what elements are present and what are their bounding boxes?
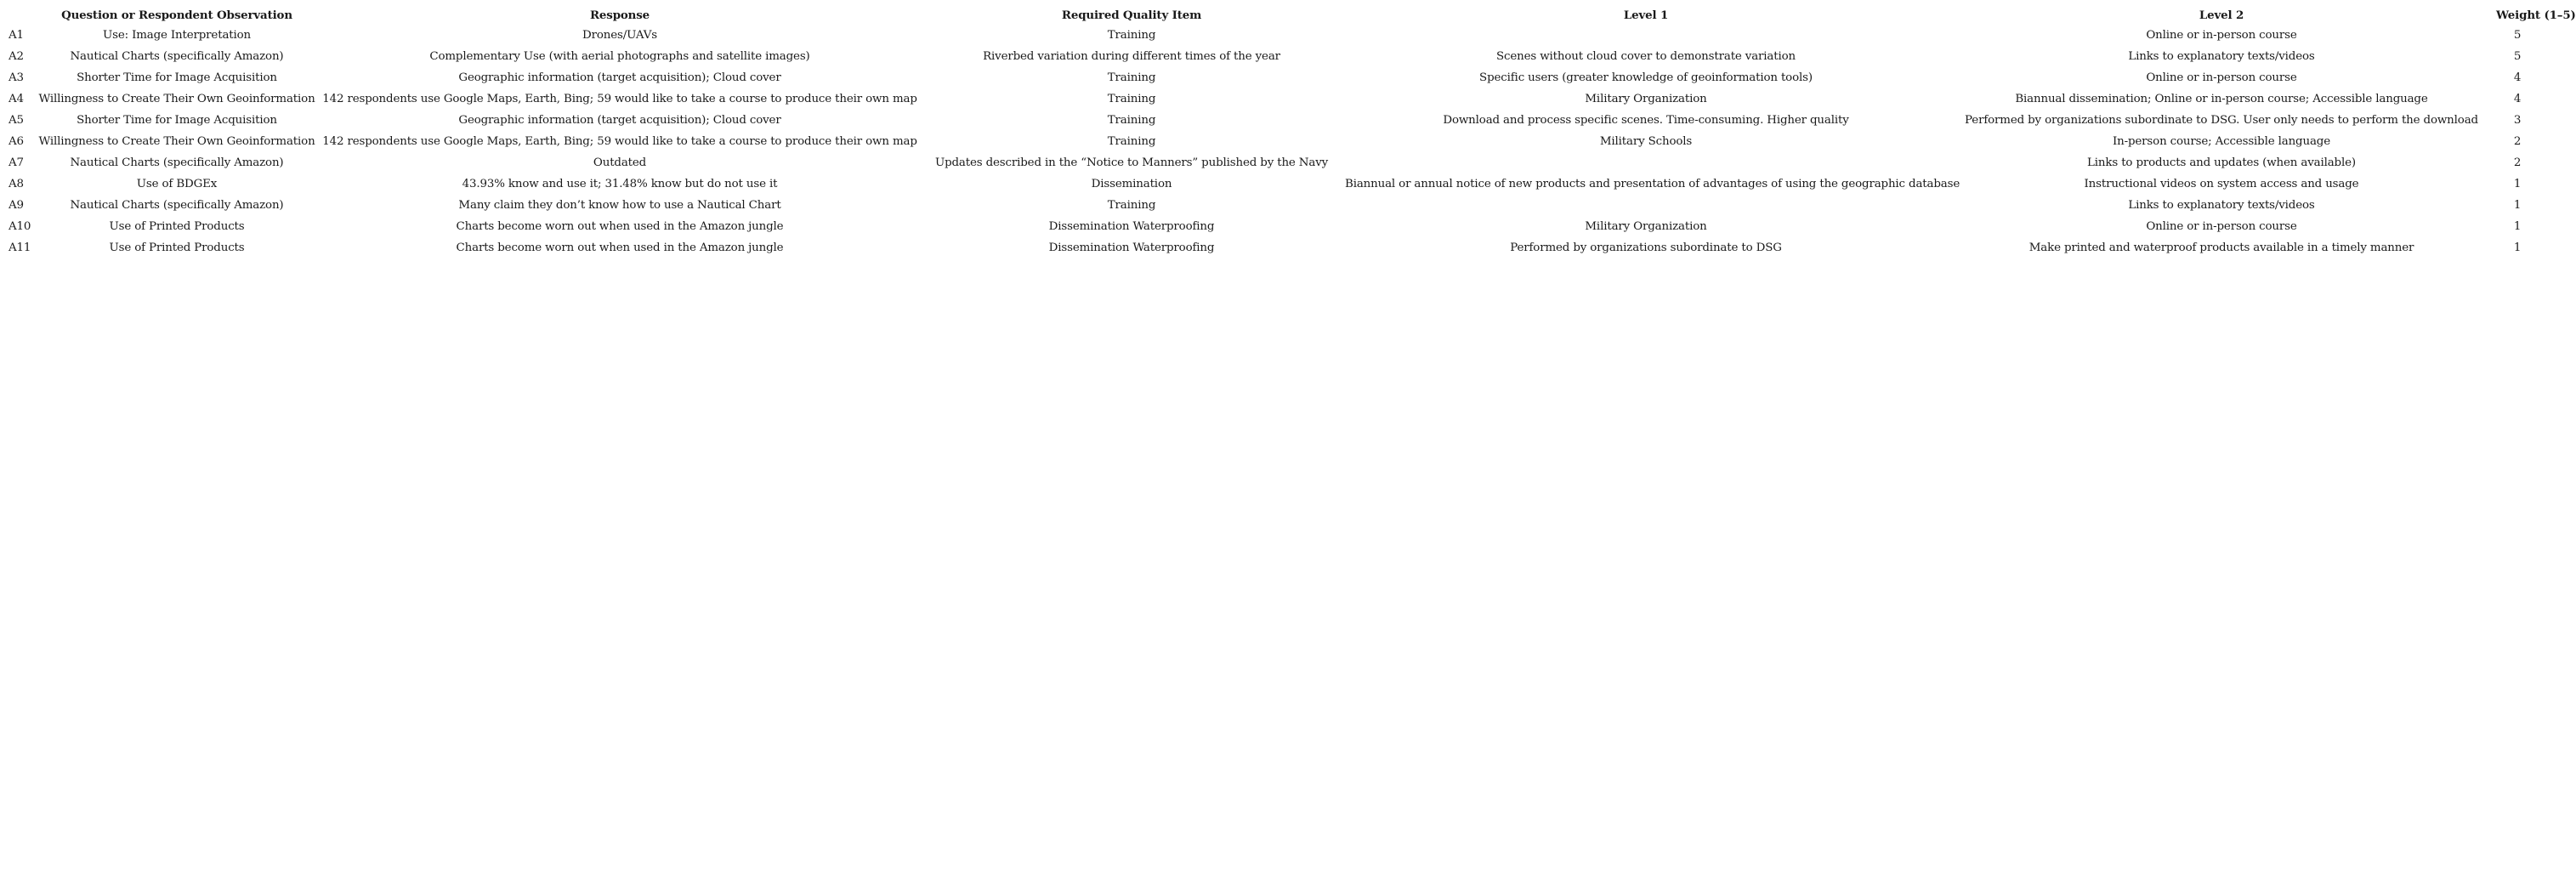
- weight-cell: 4: [2513, 93, 2522, 105]
- level1-cell: [1343, 195, 1949, 216]
- weight-cell: 1: [2513, 241, 2522, 254]
- row-id: A10: [9, 220, 31, 233]
- table-row: [3, 46, 2540, 67]
- level1-cell: Specific users (greater knowledge of geoinformation tools): [1479, 71, 1813, 84]
- question-cell: Shorter Time for Image Acquisition: [77, 71, 277, 84]
- row-id: A2: [9, 50, 24, 63]
- weight-cell: 2: [2513, 156, 2522, 169]
- quality-item-cell: Training: [1107, 29, 1156, 42]
- table-row: [3, 237, 2540, 258]
- level1-cell: Military Organization: [1585, 93, 1707, 105]
- level1-cell: Scenes without cloud cover to demonstrate variation: [1495, 50, 1796, 63]
- row-id: A8: [9, 178, 24, 190]
- response-cell: 142 respondents use Google Maps, Earth, Bing; 59 would like to take a course to produce their own map: [322, 93, 917, 105]
- quality-item-cell: Dissemination: [1091, 178, 1172, 190]
- weight-cell: 2: [2513, 135, 2522, 148]
- response-cell: Outdated: [593, 156, 647, 169]
- question-cell: Nautical Charts (specifically Amazon): [70, 199, 284, 212]
- quality-requirements-table-container: [3, 5, 2576, 258]
- weight-cell: 4: [2513, 71, 2522, 84]
- weight-cell: 1: [2513, 199, 2522, 212]
- level2-cell: Links to explanatory texts/videos: [2128, 199, 2315, 212]
- response-cell: Charts become worn out when used in the Amazon jungle: [456, 241, 784, 254]
- level2-cell: Instructional videos on system access and usage: [2084, 178, 2359, 190]
- level2-cell: Links to explanatory texts/videos: [2128, 50, 2315, 63]
- row-id: A4: [9, 93, 24, 105]
- level2-cell: Links to products and updates (when available): [2087, 156, 2356, 169]
- quality-item-column-header: Required Quality Item: [1061, 8, 1202, 22]
- table-row: [3, 67, 2540, 88]
- table-row: [3, 152, 2540, 173]
- quality-item-cell: Updates described in the “Notice to Manners” published by the Navy: [934, 156, 1329, 169]
- table-row: [3, 195, 2540, 216]
- level1-cell: Military Organization: [1585, 220, 1707, 233]
- row-id: A3: [9, 71, 24, 84]
- table-header: [3, 5, 2576, 25]
- weight-cell: 3: [2513, 114, 2522, 127]
- level1-cell: [1343, 152, 1949, 173]
- response-cell: 142 respondents use Google Maps, Earth, Bing; 59 would like to take a course to produce their own map: [322, 135, 917, 148]
- level2-column-header: Level 2: [2199, 8, 2244, 22]
- quality-requirements-table: [3, 5, 2576, 258]
- level1-column-header: Level 1: [1623, 8, 1669, 22]
- weight-cell: 1: [2513, 178, 2522, 190]
- quality-item-cell: Training: [1107, 93, 1156, 105]
- response-cell: Geographic information (target acquisition); Cloud cover: [458, 71, 781, 84]
- table-row: [3, 173, 2540, 195]
- response-cell: Charts become worn out when used in the Amazon jungle: [456, 220, 784, 233]
- level2-cell: Online or in-person course: [2146, 220, 2297, 233]
- response-cell: 43.93% know and use it; 31.48% know but do not use it: [462, 178, 778, 190]
- level2-cell: Online or in-person course: [2146, 29, 2297, 42]
- row-id: A11: [9, 241, 31, 254]
- question-cell: Use of Printed Products: [109, 241, 245, 254]
- level2-cell: In-person course; Accessible language: [2113, 135, 2330, 148]
- response-cell: Drones/UAVs: [582, 29, 657, 42]
- id-column-header: [3, 5, 34, 25]
- question-column-header: Question or Respondent Observation: [61, 8, 292, 22]
- level2-cell: Online or in-person course: [2146, 71, 2297, 84]
- question-cell: Willingness to Create Their Own Geoinformation: [38, 93, 315, 105]
- question-cell: Shorter Time for Image Acquisition: [77, 114, 277, 127]
- question-cell: Use of BDGEx: [136, 178, 218, 190]
- question-cell: Use of Printed Products: [109, 220, 245, 233]
- row-id: A6: [9, 135, 24, 148]
- question-cell: Nautical Charts (specifically Amazon): [70, 50, 284, 63]
- level1-cell: Military Schools: [1599, 135, 1693, 148]
- row-id: A5: [9, 114, 24, 127]
- weight-cell: 1: [2513, 220, 2522, 233]
- level1-cell: [1343, 25, 1949, 46]
- quality-item-cell: Training: [1107, 114, 1156, 127]
- quality-item-cell: Dissemination Waterproofing: [1048, 220, 1215, 233]
- table-row: [3, 131, 2540, 152]
- weight-cell: 5: [2513, 50, 2522, 63]
- weight-column-header: Weight (1–5): [2496, 8, 2576, 22]
- row-id: A9: [9, 199, 24, 212]
- weight-cell: 5: [2513, 29, 2522, 42]
- quality-item-cell: Riverbed variation during different times of the year: [983, 50, 1280, 63]
- response-cell: Complementary Use (with aerial photographs and satellite images): [429, 50, 810, 63]
- question-cell: Nautical Charts (specifically Amazon): [70, 156, 284, 169]
- quality-item-cell: Training: [1107, 199, 1156, 212]
- level2-cell: Biannual dissemination; Online or in-person course; Accessible language: [2015, 93, 2428, 105]
- quality-item-cell: Training: [1107, 71, 1156, 84]
- response-cell: Many claim they don’t know how to use a Nautical Chart: [458, 199, 781, 212]
- level1-cell: Performed by organizations subordinate to DSG: [1510, 241, 1782, 254]
- question-cell: Willingness to Create Their Own Geoinformation: [38, 135, 315, 148]
- table-row: [3, 25, 2540, 46]
- response-cell: Geographic information (target acquisition); Cloud cover: [458, 114, 781, 127]
- level1-cell: Download and process specific scenes. Time-consuming. Higher quality: [1443, 114, 1849, 127]
- table-body: [3, 25, 2540, 258]
- table-row: [3, 88, 2540, 110]
- level1-cell: Biannual or annual notice of new products and presentation of advantages of using the geographic database: [1345, 178, 1960, 190]
- question-cell: Use: Image Interpretation: [102, 29, 252, 42]
- quality-item-cell: Dissemination Waterproofing: [1048, 241, 1215, 254]
- row-id: A7: [9, 156, 24, 169]
- quality-item-cell: Training: [1107, 135, 1156, 148]
- level2-cell: Performed by organizations subordinate to DSG. User only needs to perform the download: [1965, 114, 2478, 127]
- table-row: [3, 110, 2540, 131]
- level2-cell: Make printed and waterproof products available in a timely manner: [2028, 241, 2414, 254]
- response-column-header: Response: [589, 8, 650, 22]
- row-id: A1: [9, 29, 24, 42]
- table-row: [3, 216, 2540, 237]
- header-row: [3, 5, 2540, 25]
